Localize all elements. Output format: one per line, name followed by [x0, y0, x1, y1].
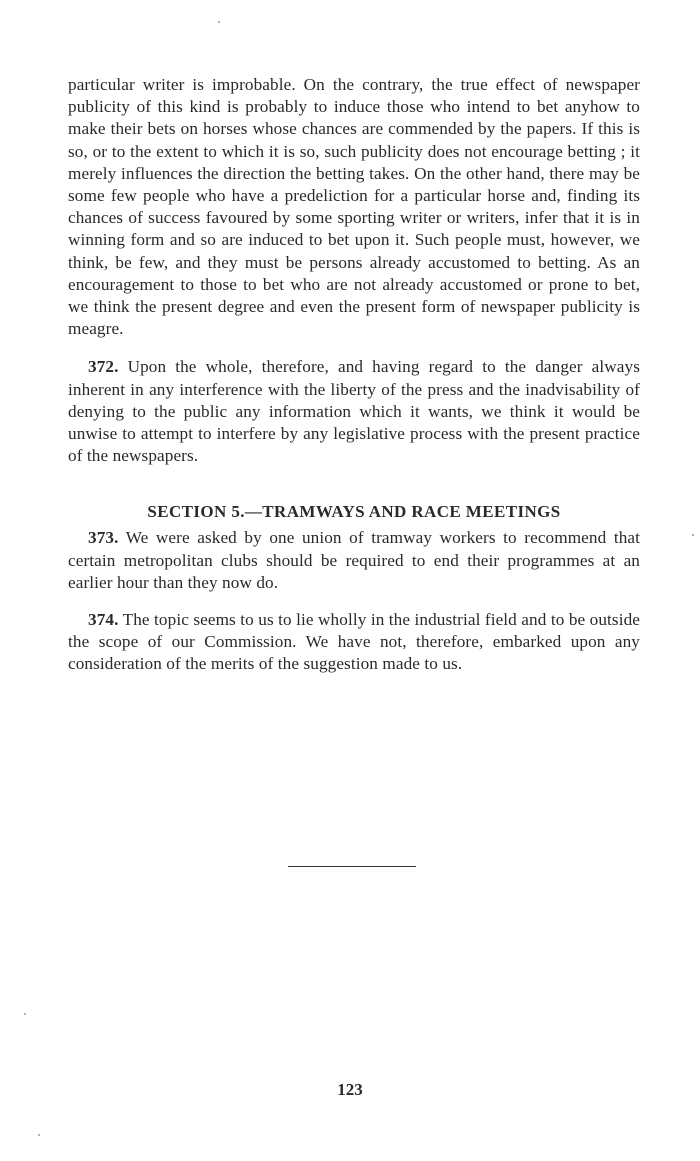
- paper-speck: [218, 21, 220, 23]
- paragraph-text: We were asked by one union of tramway workers to recommend that certain metropolitan clubs should be required to end their programmes at an earlier hour than they now do.: [68, 528, 640, 592]
- paragraph-continued: [68, 74, 640, 340]
- paper-speck: [24, 1013, 26, 1015]
- paragraph-374: [68, 609, 640, 676]
- paragraph-text: The topic seems to us to lie wholly in the industrial field and to be outside the scope of our Commission. We have not, therefore, embarked upon any consideration of the merits of the suggestion made to us.: [68, 610, 641, 674]
- paper-speck: [692, 534, 694, 536]
- paragraph-372: [68, 356, 640, 467]
- paragraph-text: particular writer is improbable. On the contrary, the true effect of newspaper publicity of this kind is probably to induce those who intend to bet anyhow to make their bets on horses whose chances are commended by the papers. If this is so, or to the extent to which it is so, such publicity does not encourage betting ; it merely influences the direction the betting takes. On the other hand, there may be some few people who have a predeliction for a particular horse and, finding its chances of success favoured by some sporting writer or writers, infer that it is in winning form and so are induced to bet upon it. Such people must, however, we think, be few, and they must be persons already accustomed to betting. As an encouragement to those to bet who are not already accustomed or prone to bet, we think the present degree and even the present form of newspaper publicity is meagre.: [68, 75, 640, 339]
- paragraph-text: Upon the whole, therefore, and having regard to the danger always inherent in any interference with the liberty of the press and the inadvisability of denying to the public any information which it wants, we think it would be unwise to attempt to interfere by any legislative process with the present practice of the newspapers.: [68, 357, 640, 466]
- section-heading: SECTION 5.—TRAMWAYS AND RACE MEETINGS: [147, 502, 561, 522]
- end-rule: [288, 866, 416, 867]
- paragraph-number: 374.: [88, 610, 119, 630]
- paragraph-number: 372.: [88, 357, 119, 377]
- paragraph-373: [68, 527, 640, 594]
- page-number: 123: [337, 1080, 363, 1099]
- paragraph-number: 373.: [88, 528, 119, 548]
- document-page: [68, 74, 640, 676]
- paper-speck: [38, 1134, 40, 1136]
